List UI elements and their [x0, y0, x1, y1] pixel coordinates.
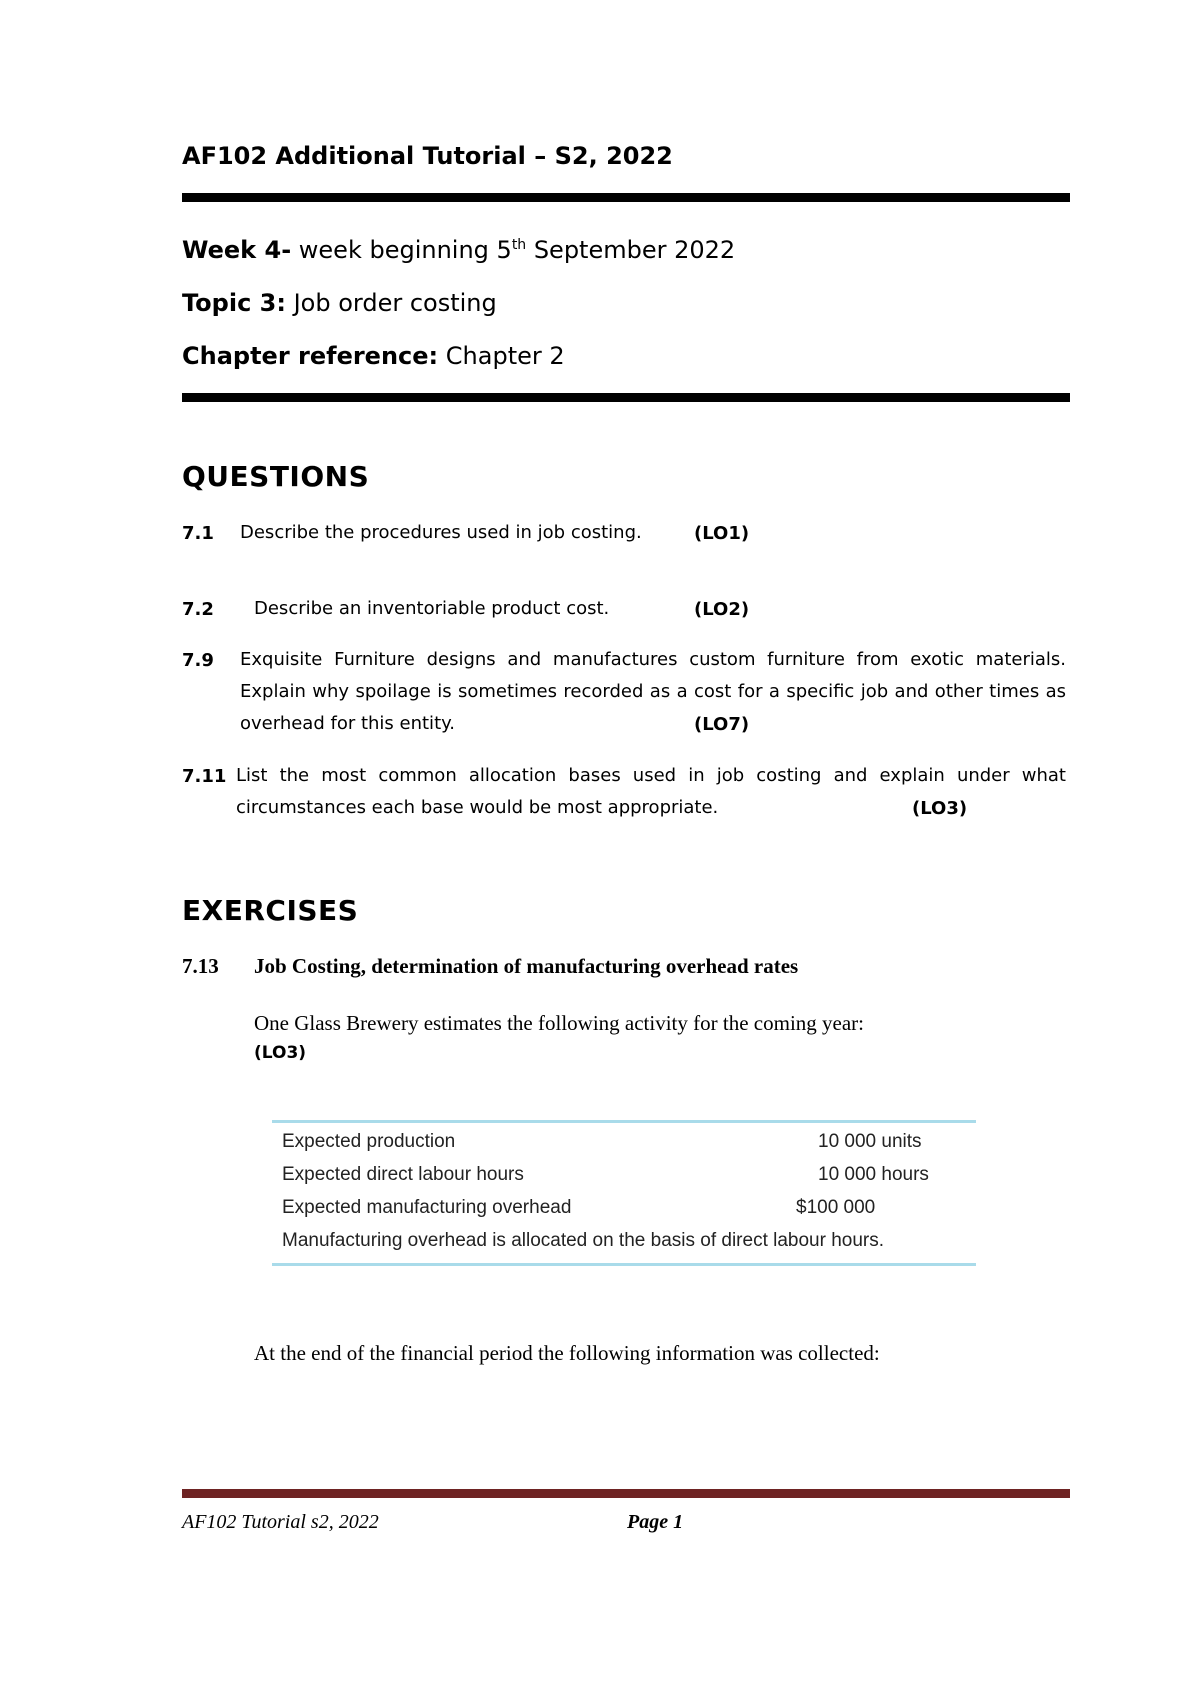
- table-row-label: Expected production: [282, 1131, 456, 1152]
- week-line: [182, 236, 735, 264]
- question-number: 7.9: [182, 650, 214, 671]
- topic-label: Topic 3:: [182, 289, 286, 317]
- exercise-closing: At the end of the financial period the following information was collected:: [254, 1341, 880, 1365]
- week-text: week beginning 5: [291, 236, 512, 264]
- table-row-label: Expected manufacturing overhead: [282, 1197, 572, 1218]
- exercise-intro: One Glass Brewery estimates the following activity for the coming year:: [254, 1011, 864, 1035]
- chapter-line: [182, 342, 565, 370]
- learning-outcome: (LO7): [694, 714, 750, 735]
- question-text: List the most common allocation bases used in job costing and explain under what circumstances each base would be most appropriate.: [236, 765, 1066, 818]
- table-row-value: $100 000: [796, 1197, 876, 1218]
- document-title: AF102 Additional Tutorial – S2, 2022: [182, 142, 673, 170]
- footer-left: AF102 Tutorial s2, 2022: [182, 1511, 379, 1533]
- learning-outcome: (LO3): [912, 798, 968, 819]
- chapter-label: Chapter reference:: [182, 342, 439, 370]
- week-month-year: September 2022: [526, 236, 736, 264]
- question-number: 7.2: [182, 599, 214, 620]
- learning-outcome: (LO1): [694, 523, 750, 544]
- exercise-title-text: Job Costing, determination of manufacturing overhead rates: [254, 954, 799, 978]
- footer-rule: [182, 1489, 1070, 1498]
- topic-text: Job order costing: [285, 289, 497, 317]
- question-number: 7.11: [182, 766, 227, 787]
- page-number: Page 1: [627, 1511, 684, 1533]
- activity-table: [272, 1120, 976, 1266]
- chapter-text: Chapter 2: [438, 342, 565, 370]
- week-ordinal: th: [511, 237, 527, 253]
- questions-heading: QUESTIONS: [182, 460, 370, 493]
- table-row-value: 10 000 units: [818, 1131, 922, 1152]
- header-rule-bottom: [182, 393, 1070, 402]
- header-rule-top: [182, 193, 1070, 202]
- question-text: Describe the procedures used in job costing.: [240, 522, 642, 543]
- table-row-label: Expected direct labour hours: [282, 1164, 524, 1185]
- exercise-title: [182, 954, 798, 979]
- learning-outcome: (LO2): [694, 599, 750, 620]
- exercise-number: 7.13: [182, 954, 219, 978]
- exercises-heading: EXERCISES: [182, 894, 359, 927]
- topic-line: [182, 289, 497, 317]
- exercise-learning-outcome: (LO3): [254, 1043, 307, 1063]
- week-label: Week 4-: [182, 236, 292, 264]
- question-text: Describe an inventoriable product cost.: [254, 598, 610, 619]
- table-row-value: 10 000 hours: [818, 1164, 929, 1185]
- table-note: Manufacturing overhead is allocated on the basis of direct labour hours.: [282, 1230, 885, 1251]
- question-number: 7.1: [182, 523, 214, 544]
- question-text: Exquisite Furniture designs and manufactures custom furniture from exotic materials. Explain why spoilage is sometimes recorded as a cost for a specific job and other times as overhead for this entity.: [240, 649, 1066, 734]
